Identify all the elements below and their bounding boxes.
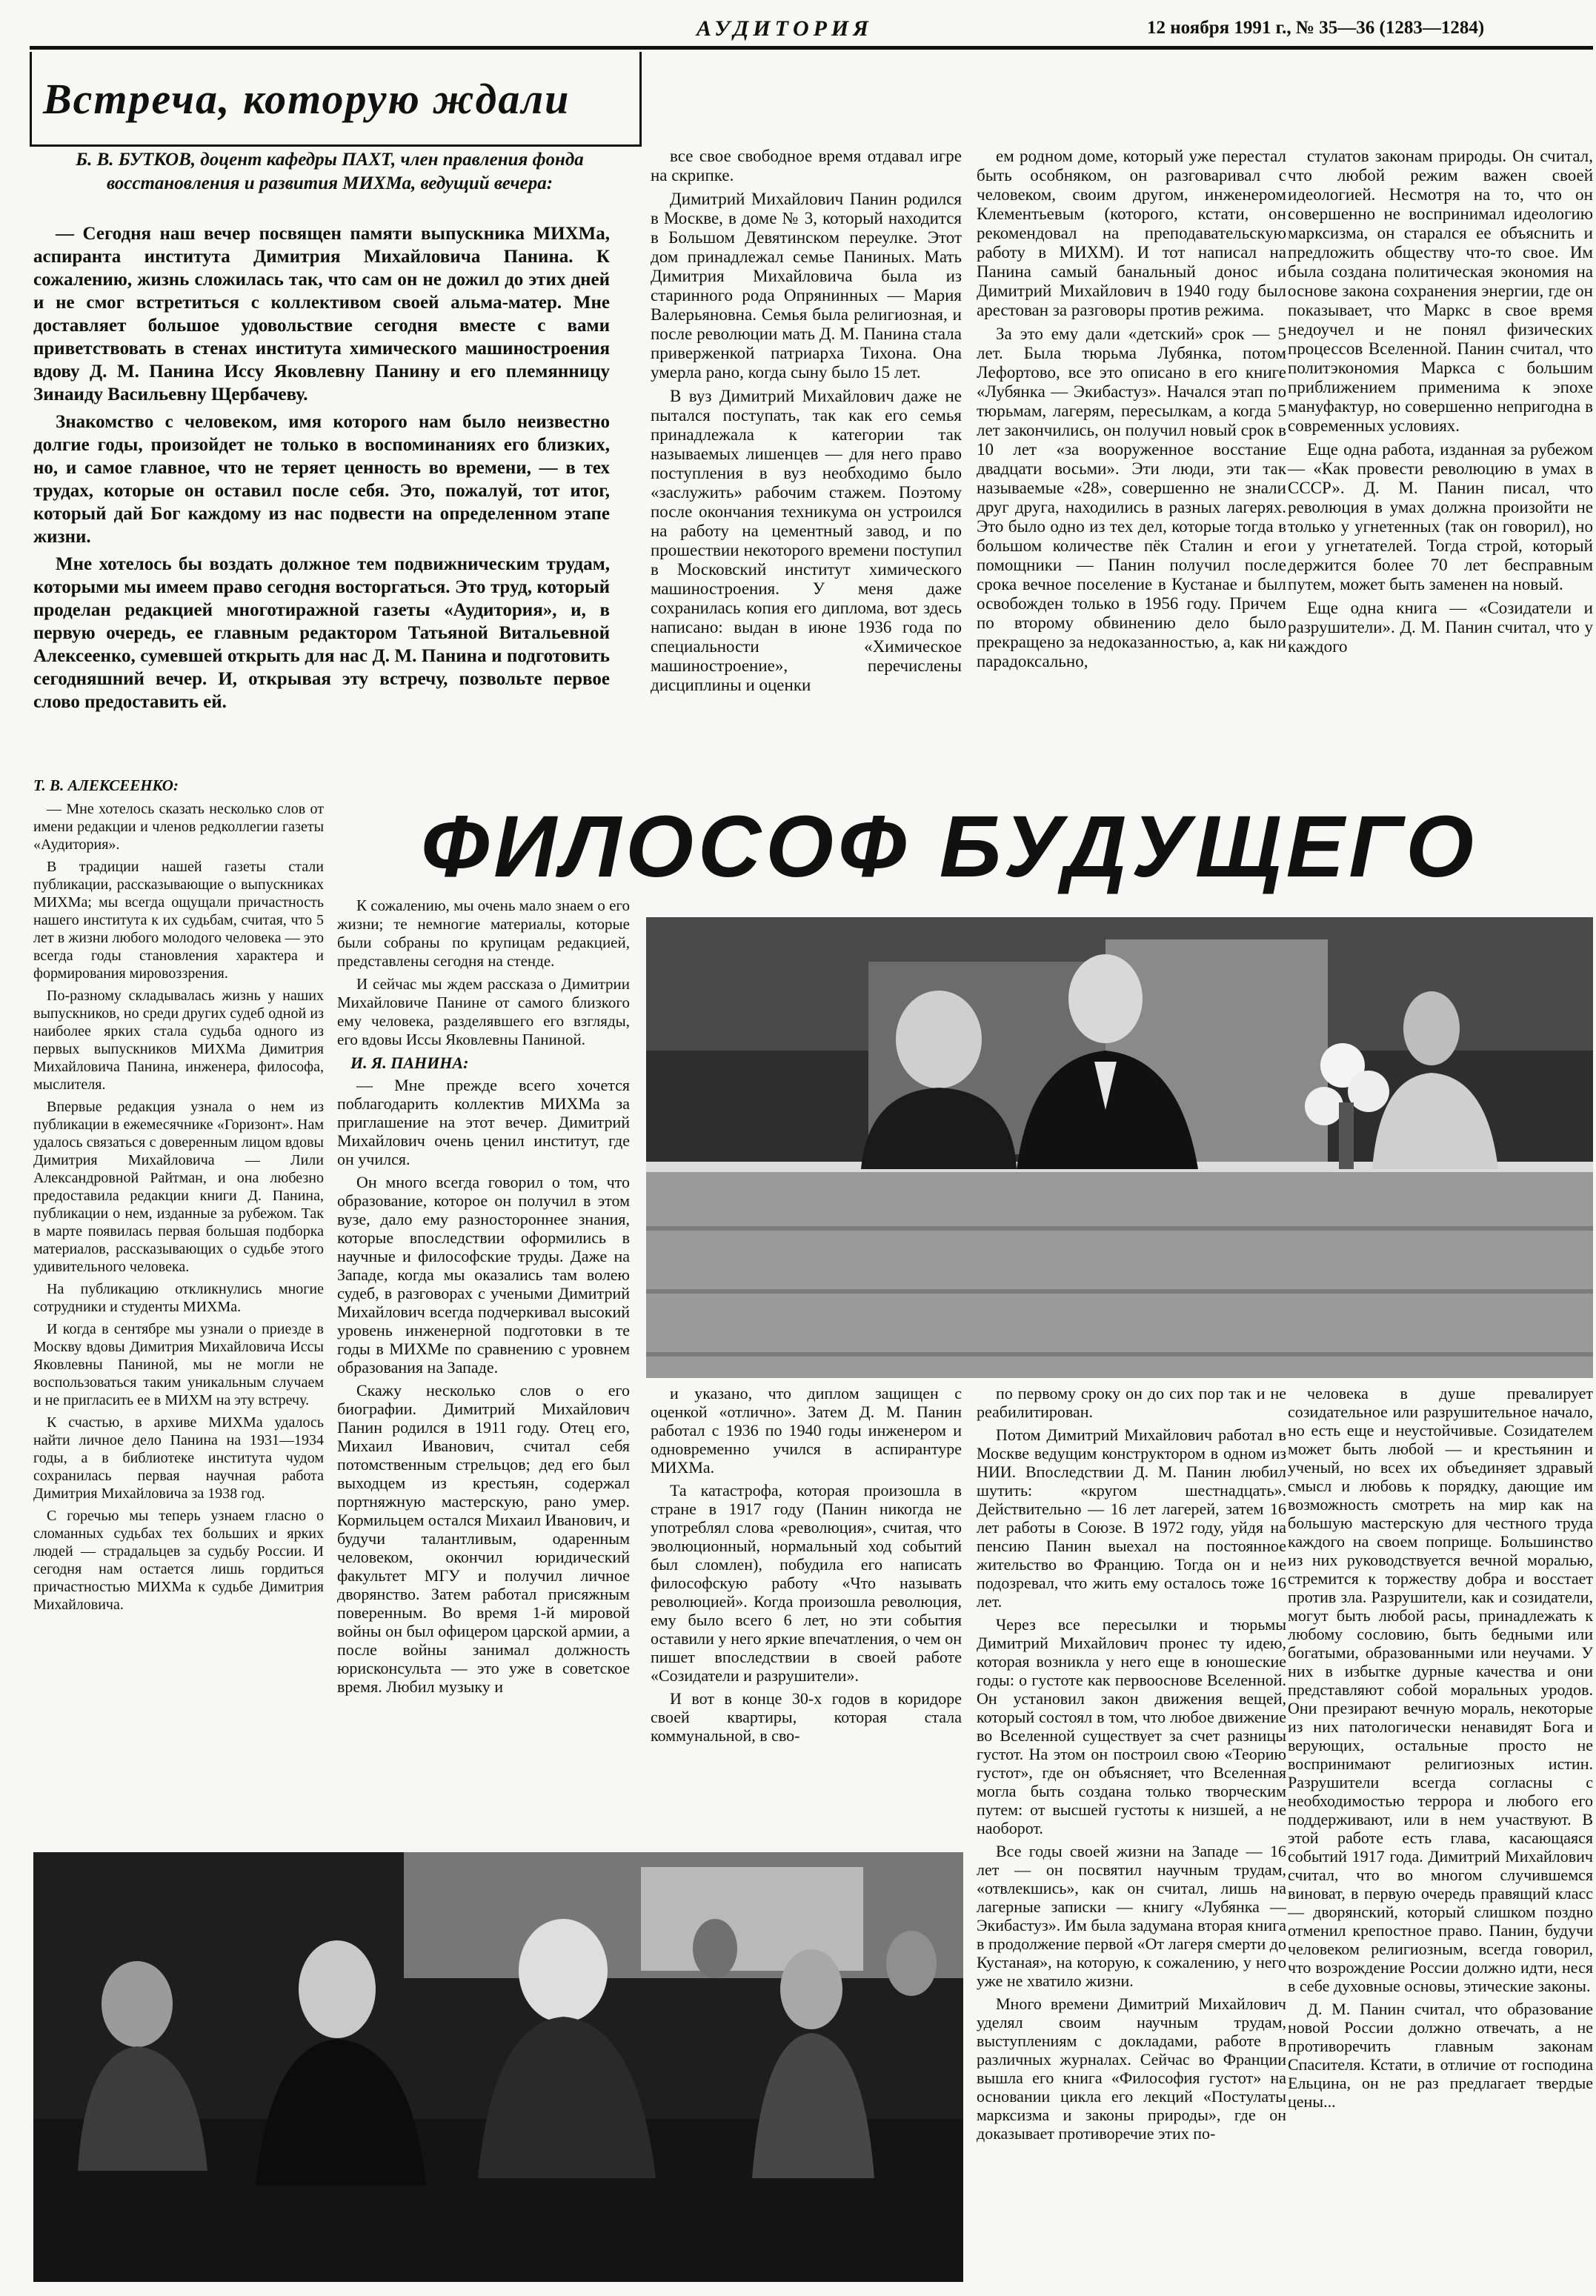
text-paragraph: и указано, что диплом защищен с оценкой «отлично». Затем Д. М. Панин работал с 1936 по 1940 годы инженером и одновременно учился в аспирантуре МИХМа. (651, 1384, 962, 1477)
text-paragraph: Потом Димитрий Михайлович работал в Москве ведущим конструктором в одном из НИИ. Впоследствии Д. М. Панин любил шутить: «кругом шестнадцать». Действительно — 16 лет лагерей, затем 16 лет работы в Союзе. В 1972 году, уйдя на пенсию Панин выехал на постоянное жительство во Францию. Тогда он и не подозревал, что жить ему осталось тоже 16 лет. (977, 1425, 1286, 1611)
text-paragraph: К сожалению, мы очень мало знаем о его жизни; те немногие материалы, которые были собраны по крупицам редакцией, представлены сегодня на стенде. (337, 896, 630, 970)
text-paragraph: Та катастрофа, которая произошла в стране в 1917 году (Панин никогда не употреблял слова «революция», считая, что эволюционный, нормальный ход событий был сломлен), побудила его написать философскую работу «Что называть революцией». Когда произошла революция, ему было всего 6 лет, но эти события оставили у него яркие впечатления, о чем он пишет впоследствии в своей работе «Созидатели и разрушители». (651, 1481, 962, 1685)
article2-column-3 (651, 1384, 962, 1843)
text-paragraph: ем родном доме, который уже перестал быть особняком, он разговаривал с человеком, своим другом, инженером Клементьевым (которого, кстати, он рекомендовал на преподавательскую работу в МИХМ). И тот написал на Панина самый банальный донос и Димитрий Михайлович в 1940 году был арестован за разговоры против режима. (977, 147, 1286, 319)
intro-paragraph: Знакомство с человеком, имя которого нам было неизвестно долгие годы, произойдет не только в воспоминаниях его близких, но, и самое главное, что не теряет ценность во времени, — в тех трудах, которые он оставил после себя. Это, пожалуй, тот итог, который дай Бог каждому из нас подвести на определенном этапе жизни. (33, 412, 610, 547)
header-rule (30, 46, 1593, 50)
text-paragraph: В вуз Димитрий Михайлович даже не пытался поступать, так как его семья принадлежала к категории так называемых лишенцев — для него право поступления в вуз необходимо было «заслужить» рабочим стажем. Поэтому после окончания техникума он устроился на работу на цементный завод, и по прошествии некоторого времени поступил в Московский институт химического машиностроения. У меня даже сохранилась копия его диплома, вот здесь написано: выдан в июне 1936 года по специальности «Химическое машиностроение», перечислены дисциплины и оценки (651, 387, 962, 694)
text-paragraph: Все годы своей жизни на Западе — 16 лет — он посвятил научным трудам, «отвлекшись», как он считал, лишь на лагерные записки — книгу «Лубянка — Экибастуз». Им была задумана вторая книга в продолжение первой «От лагеря смерти до Кустаная», на которую, к сожалению, у него уже не хватило жизни. (977, 1842, 1286, 1990)
text-paragraph: Он много всегда говорил о том, что образование, которое он получил в этом вузе, дало ему разностороннее знания, которые впоследствии оформились в научные и философские труды. Даже на Западе, когда мы оказались там волею судеб, в разговорах с учеными Димитрий Михайлович всегда подчеркивал высокий уровень инженерной подготовки в те годы в МИХМе по сравнению с уровнем образования на Западе. (337, 1173, 630, 1377)
audience-photo-image (33, 1852, 963, 2282)
article2-column-5 (1288, 1384, 1593, 2292)
audience-photo (33, 1852, 963, 2282)
text-paragraph: стулатов законам природы. Он считал, что любой режим важен своей идеологией. Несмотря на то, что он совершенно не воспринимал идеологию марксизма, он старался ее объяснить и предложить обществу что-то свое. Им была создана политическая экономия на основе закона сохранения энергии, где он показывает, что Маркс в свое время недоучел и не понял физических процессов Вселенной. Панин считал, что политэкономия Маркса с большим приближением применима к эпохе мануфактур, но совершенно непригодна в современных условиях. (1288, 147, 1593, 435)
text-paragraph: На публикацию откликнулись многие сотрудники и студенты МИХМа. (33, 1281, 324, 1315)
text-paragraph: Через все пересылки и тюрьмы Димитрий Михайлович пронес ту идею, которая возникла у него еще в юношеские годы: о густоте как первооснове Вселенной. Он установил закон движения вещей, который состоял в том, что любое движение во Вселенной существует за счет разницы густот. На этом он построил свою «Теорию густот», где он объясняет, что Вселенная могла быть создана только творческим путем: от высшей густоты к низшей, а не наоборот. (977, 1615, 1286, 1837)
text-paragraph: Димитрий Михайлович Панин родился в Москве, в доме № 3, который находится в Большом Девятинском переулке. Этот дом принадлежал семье Паниных. Мать Димитрия Михайловича была из старинного рода Опрянинных — Мария Валерьяновна. Семья была религиозная, и после революции мать Д. М. Панина стала приверженкой патриарха Тихона. Она умерла рано, когда сыну было 15 лет. (651, 190, 962, 382)
text-paragraph: И вот в конце 30-х годов в коридоре своей квартиры, которая стала коммунальной, в сво- (651, 1689, 962, 1745)
text-paragraph: По-разному складывалась жизнь у наших выпускников, но среди других судеб одной из наиболее ярких стала судьба одного из первых выпускников МИХМа Димитрия Михайловича Панина, инженера, философа, мыслителя. (33, 988, 324, 1093)
article2-headline: ФИЛОСОФ БУДУЩЕГО (421, 798, 1478, 896)
text-paragraph: все свое свободное время отдавал игре на скрипке. (651, 147, 962, 184)
article2-column-4 (977, 1384, 1286, 2292)
text-paragraph: Д. М. Панин считал, что образование новой России должно отвечать, а не противоречить главным законам Спасителя. Кстати, в отличие от господина Ельцина, он не раз предлагает твердые цены... (1288, 2000, 1593, 2111)
text-paragraph: В традиции нашей газеты стали публикации, рассказывающие о выпускниках МИХМа; мы всегда ощущали причастность нашего института к их судьбам, считая, что 5 лет в жизни любого молодого человека — это всегда годы становления характера и формирования мировоззрения. (33, 859, 324, 982)
article1-intro (33, 222, 610, 771)
article2-column-2 (337, 896, 630, 1830)
text-paragraph: человека в душе превалирует созидательное или разрушительное начало, но есть еще и неустойчивые. Созидателем может быть любой — и крестьянин и ученый, но всех их объединяет здравый смысл и любовь к порядку, дающие им возможность смотреть на мир как на большую мастерскую для честного труда каждого на своем поприще. Большинство из них руководствуется вечной моралью, стремится к торжеству добра и восстает против зла. Разрушители, как и созидатели, могут быть любой расы, принадлежать к любому сословию, быть бедными или богатыми, образованными или неучами. У них в избытке дурные качества и они представляют собой моральных уродов. Они презирают вечную мораль, некоторые из них патологически ненавидят Бога и верующих, остальные просто не воспринимают религиозных истин. Разрушители всегда согласны с необходимостью террора и любого его поддерживают, или в нем участвуют. В этой работе есть глава, касающаяся событий 1917 года. Димитрий Михайлович считал, что во многом случившемся виноват, в первую очередь правящий класс — дворянский, который слишком поздно отменил крепостное право. Панин, будучи человеком религиозным, всегда говорил, что возрождение России должно идти, неся в себе духовные основы, этические законы. (1288, 1384, 1593, 1995)
text-paragraph: Впервые редакция узнала о нем из публикации в ежемесячнике «Горизонт». Нам удалось связаться с доверенным лицом вдовы Димитрия Михайловича — Лили Александровной Райтман, и она любезно предоставила редакции книги Д. Панина, публикации о нем, изданные за рубежом. Так в марте появилась первая большая подборка материалов, рассказывающих о судьбе этого удивительного человека. (33, 1099, 324, 1275)
text-paragraph: Еще одна книга — «Созидатели и разрушители». Д. М. Панин считал, что у каждого (1288, 599, 1593, 656)
text-paragraph: — Мне прежде всего хочется поблагодарить коллектив МИХМа за приглашение на этот вечер. Димитрий Михайлович очень ценил институт, где он учился. (337, 1076, 630, 1168)
panina-byline: И. Я. ПАНИНА: (350, 1054, 469, 1072)
text-paragraph: К счастью, в архиве МИХМа удалось найти личное дело Панина на 1931—1934 годы, а в библиотеке института чудом сохранилась первая научная работа Димитрия Михайловича за 1938 год. (33, 1414, 324, 1502)
article1-column-4 (1288, 147, 1593, 773)
text-paragraph: — Мне хотелось сказать несколько слов от имени редакции и членов редколлегии газеты «Аудитория». (33, 801, 324, 853)
text-paragraph: Еще одна работа, изданная за рубежом — «Как провести революцию в умах в СССР». Д. М. Панин писал, что революция в умах должна произойти не только у угнетенных (так он говорил), но и у угнетателей. Тогда строй, который держится более 70 лет бесправным путем, может быть заменен на новый. (1288, 440, 1593, 593)
article1-column-3 (977, 147, 1286, 773)
text-paragraph: И когда в сентябре мы узнали о приезде в Москву вдовы Димитрия Михайловича Иссы Яковлевны Паниной, мы не могли не воспользоваться таким уникальным случаем и не пригласить ее в МИХМ на эту встречу. (33, 1321, 324, 1408)
text-paragraph: С горечью мы теперь узнаем гласно о сломанных судьбах тех больших и ярких людей — страдальцев за судьбу России. И сегодня нам остается лишь гордиться причастностью МИХМа к судьбе Димитрия Михайловича. (33, 1508, 324, 1613)
col2-intro (337, 896, 630, 1049)
text-paragraph: И сейчас мы ждем рассказа о Димитрии Михайловиче Панине от самого близкого ему человека, разделявшего его взгляды, его вдовы Иссы Яковлевны Паниной. (337, 975, 630, 1048)
newspaper-name: АУДИТОРИЯ (696, 16, 873, 41)
article1-byline: Б. В. БУТКОВ, доцент кафедры ПАХТ, член правления фонда восстановления и развития МИХМа, ведущий вечера: (76, 150, 584, 193)
text-paragraph: За это ему дали «детский» срок — 5 лет. Была тюрьма Лубянка, потом Лефортово, все это описано в его книге «Лубянка — Экибастуз». Начался этап по тюрьмам, лагерям, пересылкам, а когда 5 лет закончились, он получил новый срок в 10 лет «за вооруженное восстание двадцати восьми». Эти люди, эти так называемые «28», совершенно не знали друг друга, находились в разных лагерях. Это было одно из тех дел, которые тогда в большом количестве пёк Сталин и его помощники — Панин получил после срока вечное поселение в Кустанае и был освобожден только в 1956 году. Причем по второму обвинению дело было прекращено за недоказанностью, а, как ни парадоксально, (977, 325, 1286, 671)
text-paragraph: Много времени Димитрий Михайлович уделял своим научным трудам, выступлениям с докладами, работе в различных журналах. Сейчас во Франции вышла его книга «Философия густот» на основании цикла его лекций «Постулаты марксизма и законы природы», где он доказывает противоречие этих по- (977, 1994, 1286, 2143)
col2-rest (337, 1076, 630, 1696)
article2-left-column (33, 800, 324, 1815)
article1-column-2 (651, 147, 962, 773)
intro-paragraph: Мне хотелось бы воздать должное тем подвижническим трудам, которыми мы имеем право сегодня восторгаться. Это труд, который проделан редакцией многотиражной газеты «Аудитория», и, в первую очередь, ее главным редактором Татьяной Витальевной Алексеенко, сумевшей открыть для нас Д. М. Панина и подготовить сегодняшний вечер. И, открывая эту встречу, позвольте первое слово предоставить ей. (33, 554, 610, 712)
speakers-photo-image (646, 917, 1593, 1378)
text-paragraph: Скажу несколько слов о его биографии. Димитрий Михайлович Панин родился в 1911 году. Отец его, Михаил Иванович, считал себя потомственным стрельцов; дед его был выходцем из крестьян, содержал портняжную мастерскую, рано умер. Кормильцем остался Михаил Иванович, и будучи талантливым, одаренным человеком, окончил юридический факультет МГУ и получил личное дворянство. Затем работал присяжным поверенным. Во время 1-й мировой войны он был офицером царской армии, а после войны занимал должность юрисконсульта — это уже в советское время. Любил музыку и (337, 1381, 630, 1696)
speakers-photo (646, 917, 1593, 1378)
issue-date: 12 ноября 1991 г., № 35—36 (1283—1284) (1147, 18, 1485, 38)
text-paragraph: по первому сроку он до сих пор так и не реабилитирован. (977, 1384, 1286, 1421)
alekseenko-byline: Т. В. АЛЕКСЕЕНКО: (33, 776, 179, 794)
article1-headline: Встреча, которую ждали (43, 75, 571, 123)
intro-paragraph: — Сегодня наш вечер посвящен памяти выпускника МИХМа, аспиранта института Димитрия Михайловича Панина. К сожалению, жизнь сложилась так, что сам он не дожил до этих дней и не смог встретиться с коллективом своей альма-матер. Мне доставляет большое удовольствие сегодня вместе с вами приветствовать в стенах института химического машиностроения вдову Д. М. Панина Иссу Яковлевну Панину и его племянницу Зинаиду Васильевну Щербачеву. (33, 224, 610, 405)
